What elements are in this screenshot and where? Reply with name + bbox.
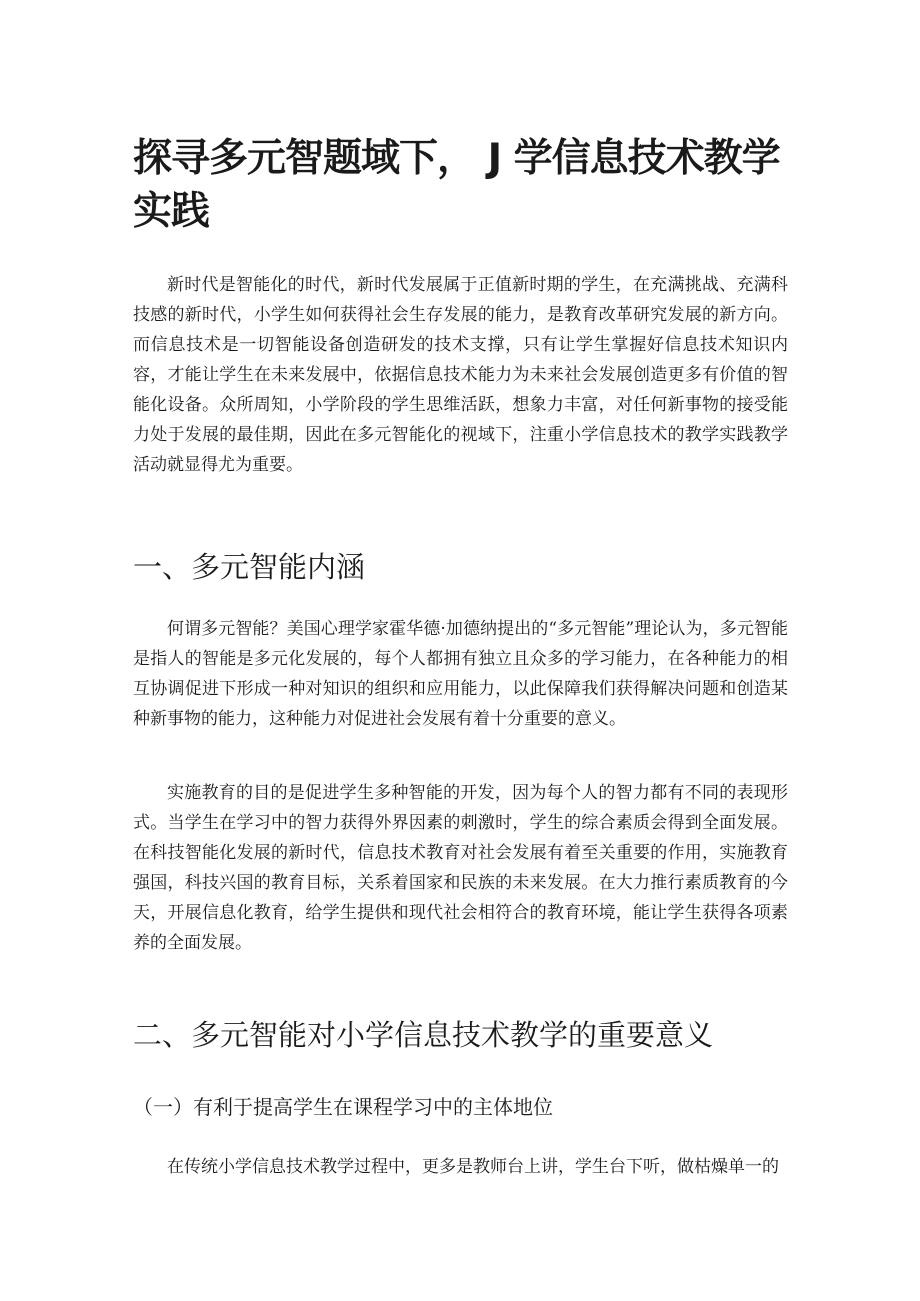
section-2-subheading-1: （一）有利于提高学生在课程学习中的主体地位 (133, 1095, 553, 1119)
section-1-paragraph-2: 实施教育的目的是促进学生多种智能的开发，因为每个人的智力都有不同的表现形式。当学生在学习中的智力获得外界因素的刺激时，学生的综合素质会得到全面发展。在科技智能化发展的新时代，信息技术教育对社会发展有着至关重要的作用，实施教育强国，科技兴国的教育目标，关系着国家和民族的未来发展。在大力推行素质教育的今天，开展信息化教育，给学生提供和现代社会相符合的教育环境，能让学生获得各项素养的全面发展。 (133, 783, 788, 953)
document-title: 探寻多元智题域下， J 学信息技术教学实践 (133, 136, 780, 234)
intro-paragraph: 新时代是智能化的时代，新时代发展属于正值新时期的学生，在充满挑战、充满科技感的新时代，小学生如何获得社会生存发展的能力，是教育改革研究发展的新方向。而信息技术是一切智能设备创造研发的技术支撑，只有让学生掌握好信息技术知识内容，才能让学生在未来发展中，依据信息技术能力为未来社会发展创造更多有价值的智能化设备。众所周知，小学阶段的学生思维活跃，想象力丰富，对任何新事物的接受能力处于发展的最佳期，因此在多元智能化的视域下，注重小学信息技术的教学实践教学活动就显得尤为重要。 (133, 275, 788, 475)
section-2-1-paragraph-1: 在传统小学信息技术教学过程中，更多是教师台上讲，学生台下听，做枯燥单一的 (167, 1157, 779, 1177)
section-1-heading: 一、多元智能内涵 (133, 550, 366, 584)
section-1-paragraph-1: 何谓多元智能？美国心理学家霍华德·加德纳提出的“多元智能”理论认为，多元智能是指人的智能是多元化发展的，每个人都拥有独立且众多的学习能力，在各种能力的相互协调促进下形成一种对知识的组织和应用能力，以此保障我们获得解决问题和创造某种新事物的能力，这种能力对促进社会发展有着十分重要的意义。 (133, 619, 788, 729)
section-2-heading: 二、多元智能对小学信息技术教学的重要意义 (133, 1018, 714, 1052)
